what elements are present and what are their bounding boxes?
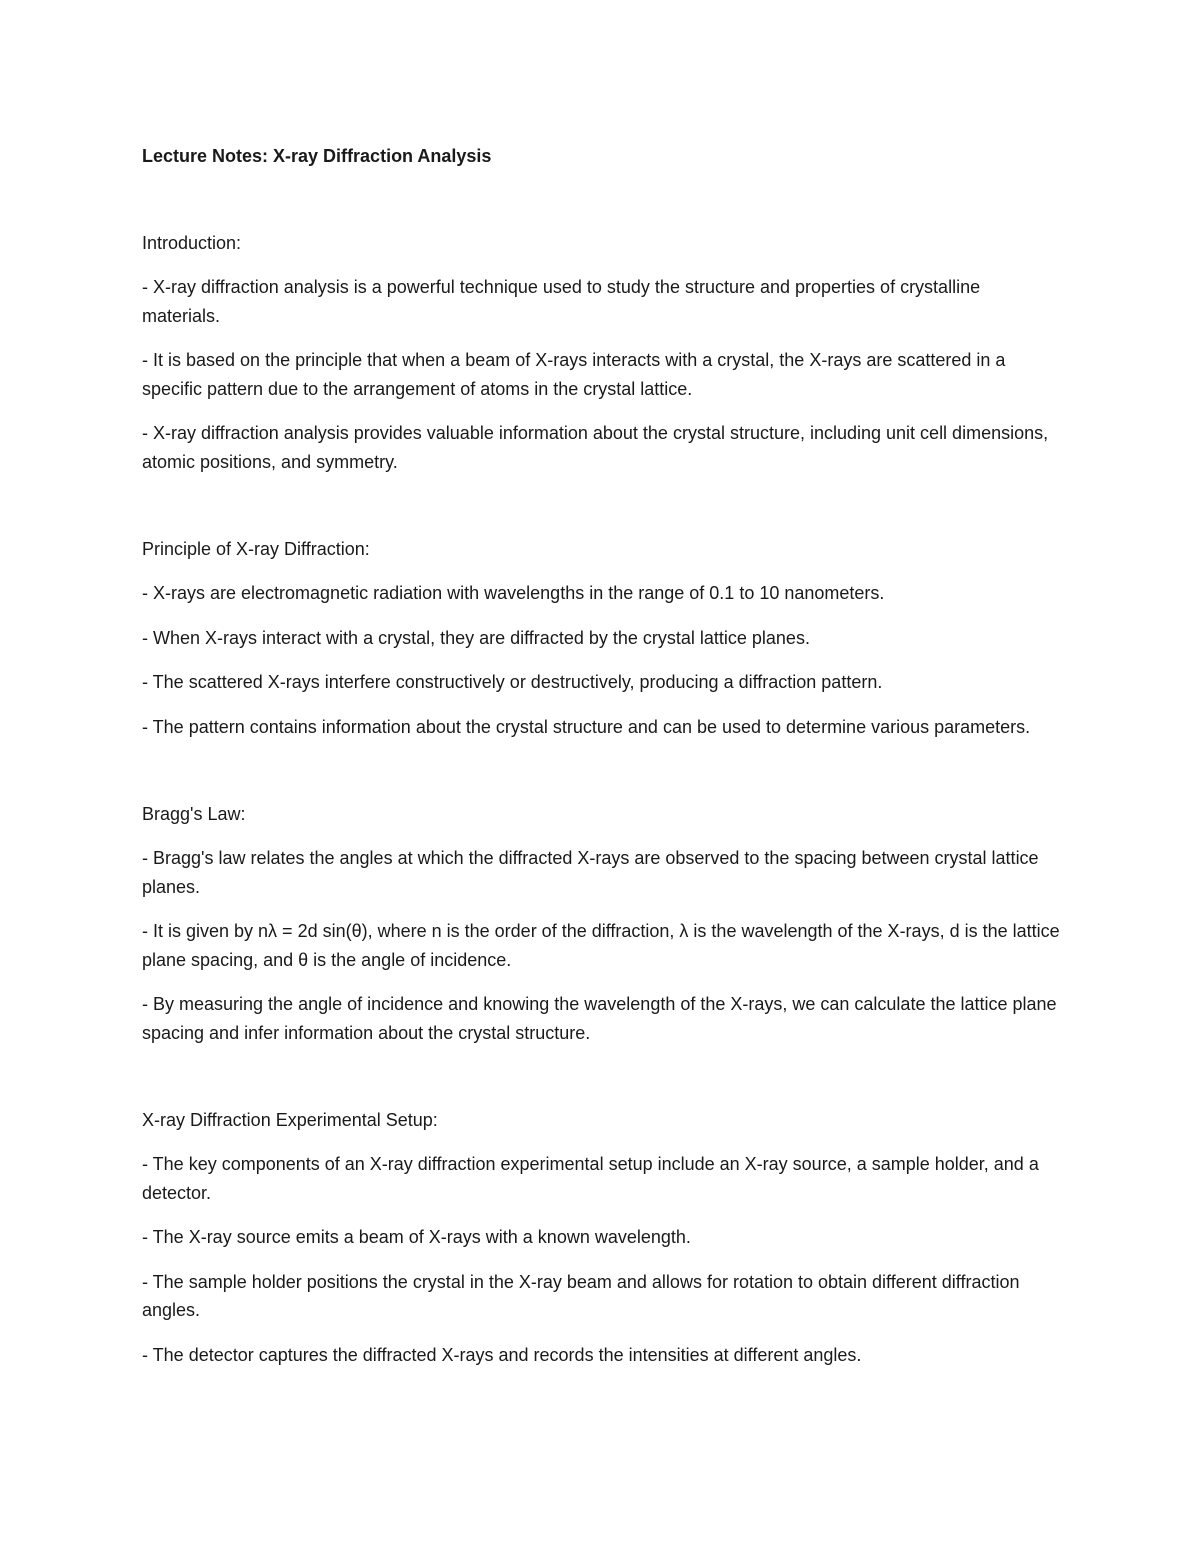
bullet-paragraph: - By measuring the angle of incidence and knowing the wavelength of the X-rays, we can calculate the lattice plane spacing and infer information about the crystal structure. (142, 994, 1057, 1043)
section-heading: Bragg's Law: (142, 804, 246, 824)
bullet-paragraph: - When X-rays interact with a crystal, they are diffracted by the crystal lattice planes. (142, 627, 810, 648)
bullet-paragraph: - It is given by nλ = 2d sin(θ), where n is the order of the diffraction, λ is the wavelength of the X-rays, d is the lattice plane spacing, and θ is the angle of incidence. (142, 921, 1060, 970)
bullet-paragraph: - X-ray diffraction analysis provides valuable information about the crystal structure, including unit cell dimensions, atomic positions, and symmetry. (142, 423, 1049, 472)
bullet-paragraph: - Bragg's law relates the angles at which the diffracted X-rays are observed to the spacing between crystal lattice planes. (142, 848, 1039, 897)
section-braggs-law (142, 800, 1062, 1047)
bullet-paragraph: - It is based on the principle that when a beam of X-rays interacts with a crystal, the X-rays are scattered in a specific pattern due to the arrangement of atoms in the crystal lattice. (142, 350, 1006, 399)
document-body (142, 142, 1062, 1369)
document-title: Lecture Notes: X-ray Diffraction Analysis (142, 146, 492, 166)
section-principle (142, 535, 1062, 741)
bullet-paragraph: - The scattered X-rays interfere constructively or destructively, producing a diffraction pattern. (142, 672, 883, 692)
section-heading: Introduction: (142, 233, 242, 253)
bullet-paragraph: - The X-ray source emits a beam of X-rays with a known wavelength. (142, 1227, 691, 1247)
bullet-paragraph: - The pattern contains information about the crystal structure and can be used to determine various parameters. (142, 716, 1031, 737)
bullet-paragraph: - X-rays are electromagnetic radiation with wavelengths in the range of 0.1 to 10 nanometers. (142, 583, 885, 603)
section-experimental-setup (142, 1106, 1062, 1369)
bullet-paragraph: - The sample holder positions the crystal in the X-ray beam and allows for rotation to obtain different diffraction angles. (142, 1271, 1020, 1320)
section-heading: X-ray Diffraction Experimental Setup: (142, 1110, 438, 1130)
section-heading: Principle of X-ray Diffraction: (142, 539, 370, 559)
bullet-paragraph: - The detector captures the diffracted X-rays and records the intensities at different angles. (142, 1344, 862, 1365)
section-introduction (142, 229, 1062, 476)
bullet-paragraph: - X-ray diffraction analysis is a powerful technique used to study the structure and properties of crystalline materials. (142, 277, 981, 326)
bullet-paragraph: - The key components of an X-ray diffraction experimental setup include an X-ray source, a sample holder, and a detector. (142, 1154, 1039, 1203)
